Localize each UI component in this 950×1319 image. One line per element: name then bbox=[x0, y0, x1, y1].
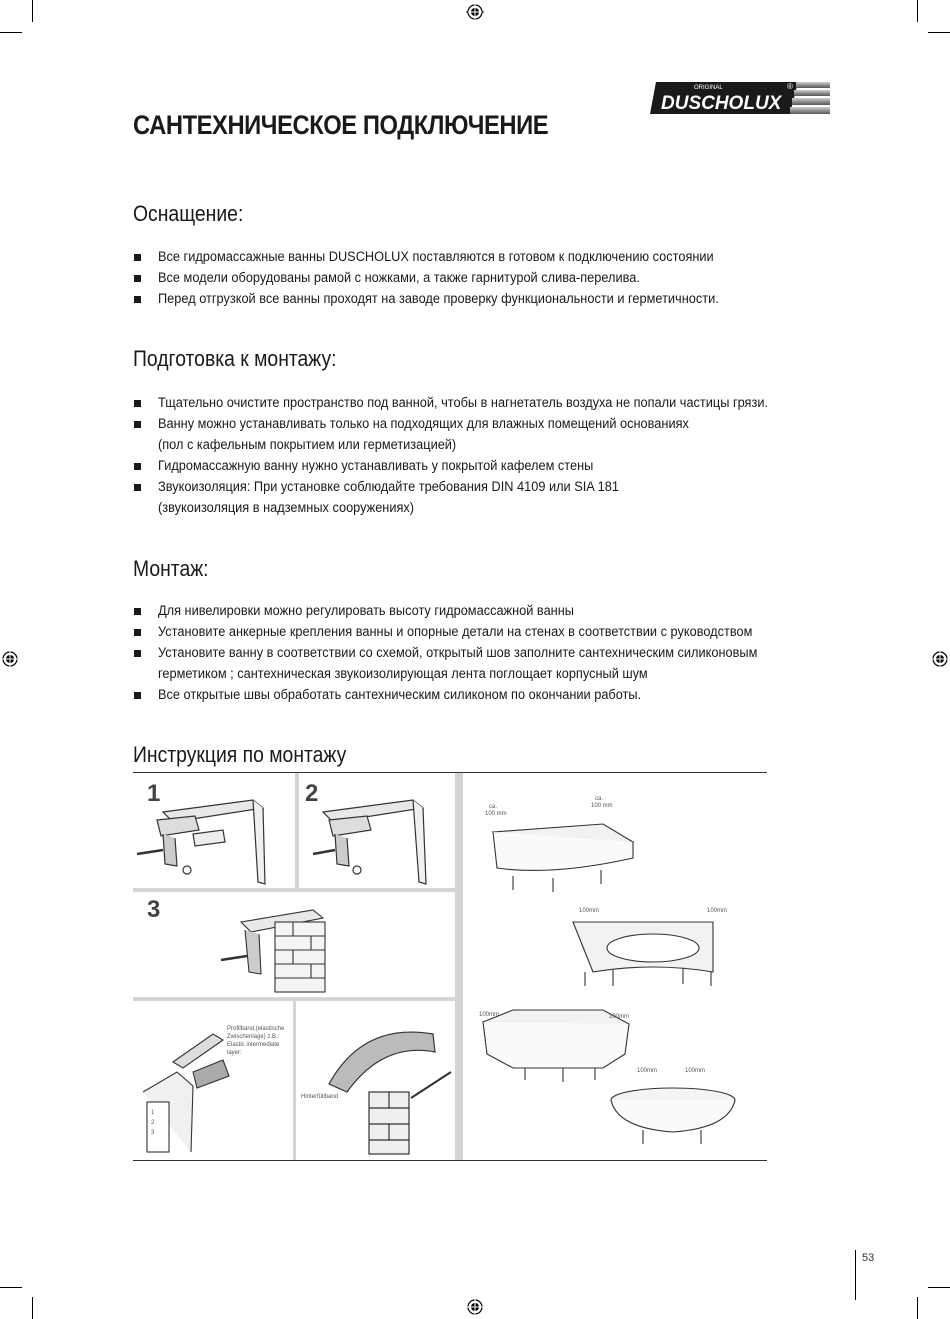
list-item: Ванну можно устанавливать только на подходящих для влажных помещений основаниях bbox=[133, 414, 893, 435]
seal-drawing bbox=[329, 1032, 451, 1154]
svg-text:1: 1 bbox=[151, 1110, 155, 1116]
crop-mark bbox=[928, 1287, 950, 1288]
page-title: САНТЕХНИЧЕСКОЕ ПОДКЛЮЧЕНИЕ bbox=[133, 110, 549, 140]
list-item: Все гидромассажные ванны DUSCHOLUX поставляются в готовом к подключению состоянии bbox=[133, 247, 893, 268]
page-number: 53 bbox=[862, 1252, 875, 1264]
corner-tub-drawing bbox=[573, 922, 713, 986]
registration-mark-icon bbox=[931, 650, 949, 668]
rectangular-tub-drawing bbox=[493, 824, 633, 892]
svg-text:Profilband,(elastische: Profilband,(elastische bbox=[227, 1026, 285, 1032]
list-item: Звукоизоляция: При установке соблюдайте требования DIN 4109 или SIA 181 bbox=[133, 477, 893, 498]
bracket-drawing-2 bbox=[313, 800, 426, 884]
crop-mark bbox=[928, 32, 950, 33]
svg-text:100 mm: 100 mm bbox=[591, 803, 613, 809]
installation-diagram bbox=[133, 772, 767, 1162]
list-item: (пол с кафельным покрытием или герметизацией) bbox=[158, 437, 457, 453]
tape-application-drawing bbox=[143, 1034, 229, 1152]
svg-text:100mm: 100mm bbox=[609, 1014, 630, 1020]
svg-text:100mm: 100mm bbox=[685, 1068, 706, 1074]
svg-text:ORIGINAL: ORIGINAL bbox=[694, 85, 723, 91]
bracket-drawing-1 bbox=[137, 800, 265, 884]
svg-text:®: ® bbox=[787, 82, 793, 91]
panel-label-1: 1 bbox=[147, 780, 161, 807]
installation-list bbox=[133, 601, 893, 706]
registration-mark-icon bbox=[466, 1298, 484, 1316]
panel-label-2: 2 bbox=[305, 780, 319, 807]
svg-text:100mm: 100mm bbox=[707, 908, 728, 914]
section-heading-instructions: Инструкция по монтажу bbox=[133, 742, 347, 767]
panel-label-3: 3 bbox=[147, 896, 161, 923]
svg-text:ca.: ca. bbox=[595, 796, 604, 802]
svg-text:3: 3 bbox=[151, 1130, 155, 1136]
list-item: Установите анкерные крепления ванны и опорные детали на стенах в соответствии с руководством bbox=[133, 622, 893, 643]
svg-text:DUSCHOLUX: DUSCHOLUX bbox=[661, 93, 782, 114]
section-heading-equipment: Оснащение: bbox=[133, 201, 244, 226]
page-number-divider bbox=[855, 1250, 856, 1300]
equipment-list bbox=[133, 247, 893, 310]
crop-mark bbox=[0, 1287, 22, 1288]
svg-text:2: 2 bbox=[151, 1120, 155, 1126]
svg-text:Hinterfüllband: Hinterfüllband bbox=[301, 1094, 339, 1100]
svg-text:Elastic intermediate: Elastic intermediate bbox=[227, 1042, 280, 1048]
list-item: Тщательно очистите пространство под ванной, чтобы в нагнетатель воздуха не попали частицы грязи. bbox=[133, 393, 893, 414]
crop-mark bbox=[0, 32, 22, 33]
freestanding-tub-drawing bbox=[611, 1088, 735, 1144]
crop-mark bbox=[32, 1297, 33, 1319]
hexagonal-tub-drawing bbox=[483, 1010, 629, 1082]
list-item: герметиком ; сантехническая звукоизолирующая лента поглощает корпусный шум bbox=[158, 666, 648, 682]
registration-mark-icon bbox=[466, 3, 484, 21]
svg-text:100 mm: 100 mm bbox=[485, 811, 507, 817]
registration-mark-icon bbox=[1, 650, 19, 668]
svg-text:ca.: ca. bbox=[489, 804, 498, 810]
svg-text:100mm: 100mm bbox=[579, 908, 600, 914]
preparation-list bbox=[133, 393, 893, 519]
list-item: (звукоизоляция в надземных сооружениях) bbox=[158, 500, 415, 516]
svg-text:100mm: 100mm bbox=[479, 1012, 500, 1018]
list-item: Все модели оборудованы рамой с ножками, а также гарнитурой слива-перелива. bbox=[133, 268, 893, 289]
svg-text:100mm: 100mm bbox=[637, 1068, 658, 1074]
svg-text:Zwischenlage) z.B.:: Zwischenlage) z.B.: bbox=[227, 1034, 280, 1040]
list-item: Гидромассажную ванну нужно устанавливать у покрытой кафелем стены bbox=[133, 456, 893, 477]
list-item: Перед отгрузкой все ванны проходят на заводе проверку функциональности и герметичности. bbox=[133, 289, 893, 310]
svg-text:layer:: layer: bbox=[227, 1050, 242, 1056]
crop-mark bbox=[32, 0, 33, 22]
crop-mark bbox=[917, 0, 918, 22]
bracket-on-brick-drawing bbox=[221, 910, 325, 992]
section-heading-preparation: Подготовка к монтажу: bbox=[133, 346, 337, 371]
section-heading-installation: Монтаж: bbox=[133, 556, 209, 581]
list-item: Все открытые швы обработать сантехническим силиконом по окончании работы. bbox=[133, 685, 893, 706]
list-item: Для нивелировки можно регулировать высоту гидромассажной ванны bbox=[133, 601, 893, 622]
crop-mark bbox=[917, 1297, 918, 1319]
duscholux-logo bbox=[650, 78, 832, 116]
list-item: Установите ванну в соответствии со схемой, открытый шов заполните сантехническим силиконовым bbox=[133, 643, 893, 664]
